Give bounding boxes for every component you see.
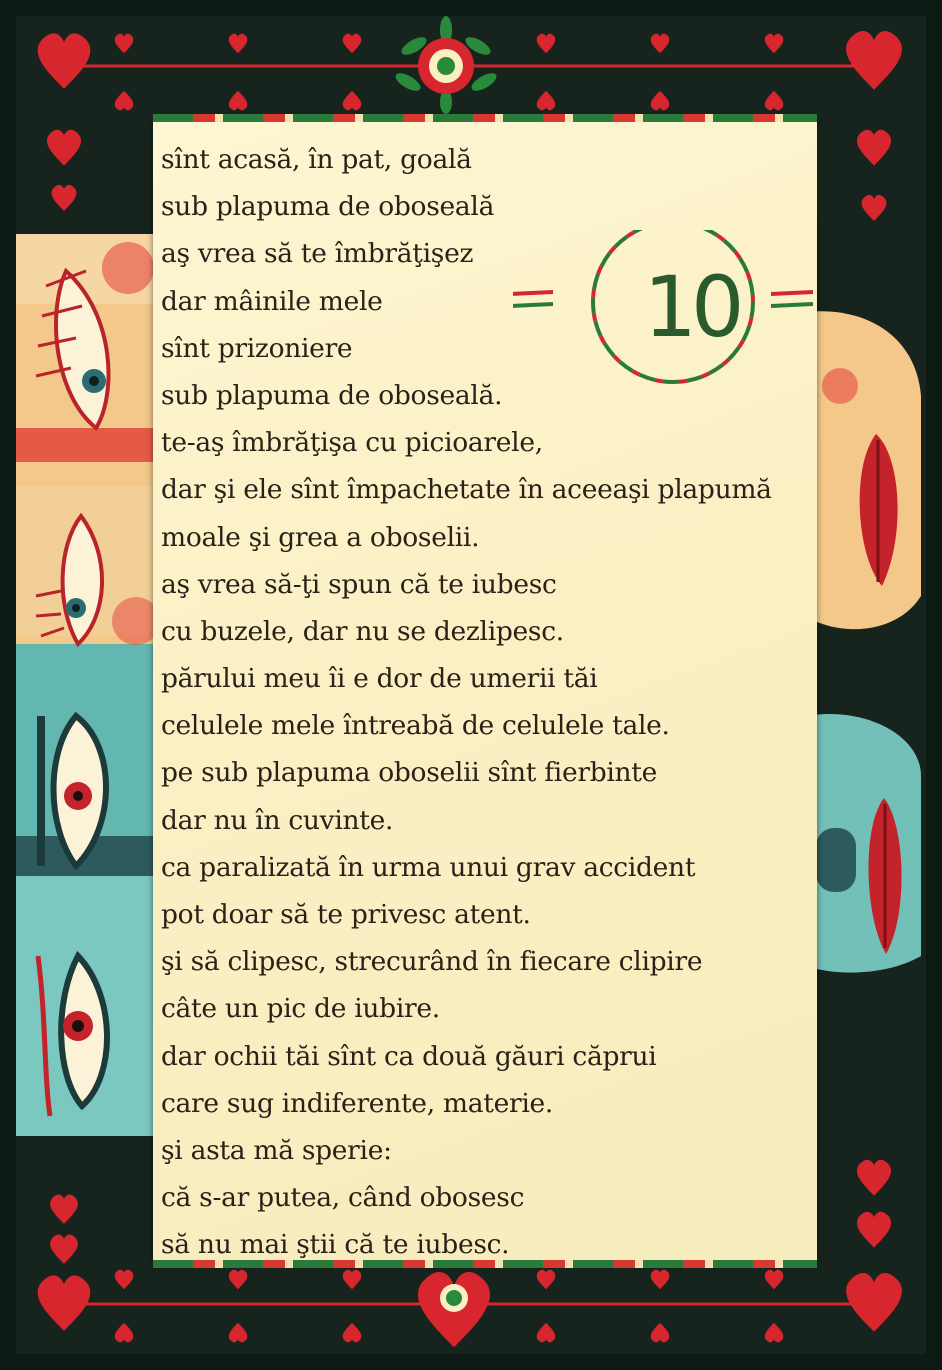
heart-icon	[537, 34, 555, 53]
heart-icon	[651, 34, 669, 53]
heart-icon	[47, 130, 80, 164]
poem-line: dar şi ele sînt împachetate în aceeaşi plapumă	[161, 474, 772, 506]
poem-line: sînt acasă, în pat, goală	[161, 144, 472, 175]
poem-line: şi să clipesc, strecurând în fiecare clipire	[161, 946, 703, 978]
heart-icon	[765, 1270, 783, 1289]
heart-icon	[50, 1195, 77, 1223]
right-face-illustration	[806, 311, 921, 972]
heart-icon	[537, 1270, 555, 1289]
heart-icon	[343, 34, 361, 53]
poem-line: aş vrea să te îmbrăţişez	[161, 238, 474, 270]
heart-icon	[765, 91, 783, 110]
heart-icon	[115, 34, 133, 53]
heart-icon	[229, 1270, 247, 1289]
heart-icon	[343, 91, 361, 110]
poem-line: ca paralizată în urma unui grav accident	[161, 851, 696, 883]
heart-icon	[651, 1270, 669, 1289]
heart-icon	[115, 1270, 133, 1289]
poem-line: celulele mele întreabă de celulele tale.	[161, 710, 670, 742]
heart-icon	[343, 1323, 361, 1342]
poem-text	[161, 136, 772, 1269]
heart-icon	[38, 1276, 89, 1329]
poem-line: pot doar să te privesc atent.	[161, 899, 531, 930]
poem-line: pe sub plapuma oboselii sînt fierbinte	[161, 757, 658, 789]
poem-line: sînt prizoniere	[161, 332, 353, 364]
heart-icon	[862, 195, 886, 220]
heart-icon	[115, 1323, 133, 1342]
heart-icon	[857, 130, 890, 164]
poem-line: moale şi grea a oboselii.	[161, 521, 480, 553]
poem-line: aş vrea să-ţi spun că te iubesc	[161, 568, 557, 600]
top-border-stripe	[153, 114, 817, 122]
heart-icon	[343, 1270, 361, 1289]
illustrated-frame	[16, 16, 926, 1354]
heart-icon	[115, 91, 133, 110]
heart-icon	[229, 34, 247, 53]
heart-icon	[765, 34, 783, 53]
poem-line: dar nu în cuvinte.	[161, 804, 394, 836]
poem-line: care sug indiferente, materie.	[161, 1087, 554, 1119]
heart-icon	[537, 1323, 555, 1342]
heart-icon	[418, 1272, 490, 1347]
poem-line: şi asta mă sperie:	[161, 1134, 392, 1166]
poem-line: cu buzele, dar nu se dezlipesc.	[161, 615, 564, 647]
poem-line: câte un pic de iubire.	[161, 993, 440, 1025]
heart-icon	[38, 34, 89, 87]
heart-icon	[765, 1323, 783, 1342]
heart-icon	[857, 1160, 890, 1194]
poem-line: să nu mai ştii că te iubesc.	[161, 1229, 510, 1261]
poem-line: că s-ar putea, când obosesc	[161, 1182, 525, 1214]
poem-number: 10	[643, 258, 739, 356]
poem-line: dar ochii tăi sînt ca două găuri căprui	[161, 1040, 657, 1072]
poem-line: sub plapuma de oboseală	[161, 191, 495, 223]
poem-line: sub plapuma de oboseală.	[161, 379, 503, 411]
heart-icon	[229, 91, 247, 110]
heart-icon	[229, 1323, 247, 1342]
poem-line: dar mâinile mele	[161, 285, 383, 317]
poem-line: te-aş îmbrăţişa cu picioarele,	[161, 427, 543, 459]
heart-icon	[50, 1235, 77, 1263]
poem-page	[153, 120, 817, 1262]
heart-icon	[857, 1212, 890, 1246]
heart-icon	[651, 91, 669, 110]
heart-icon	[847, 32, 901, 88]
poem-line: părului meu îi e dor de umerii tăi	[161, 663, 598, 695]
heart-icon	[52, 185, 76, 210]
heart-icon	[537, 91, 555, 110]
heart-icon	[847, 1274, 901, 1330]
heart-icon	[651, 1323, 669, 1342]
